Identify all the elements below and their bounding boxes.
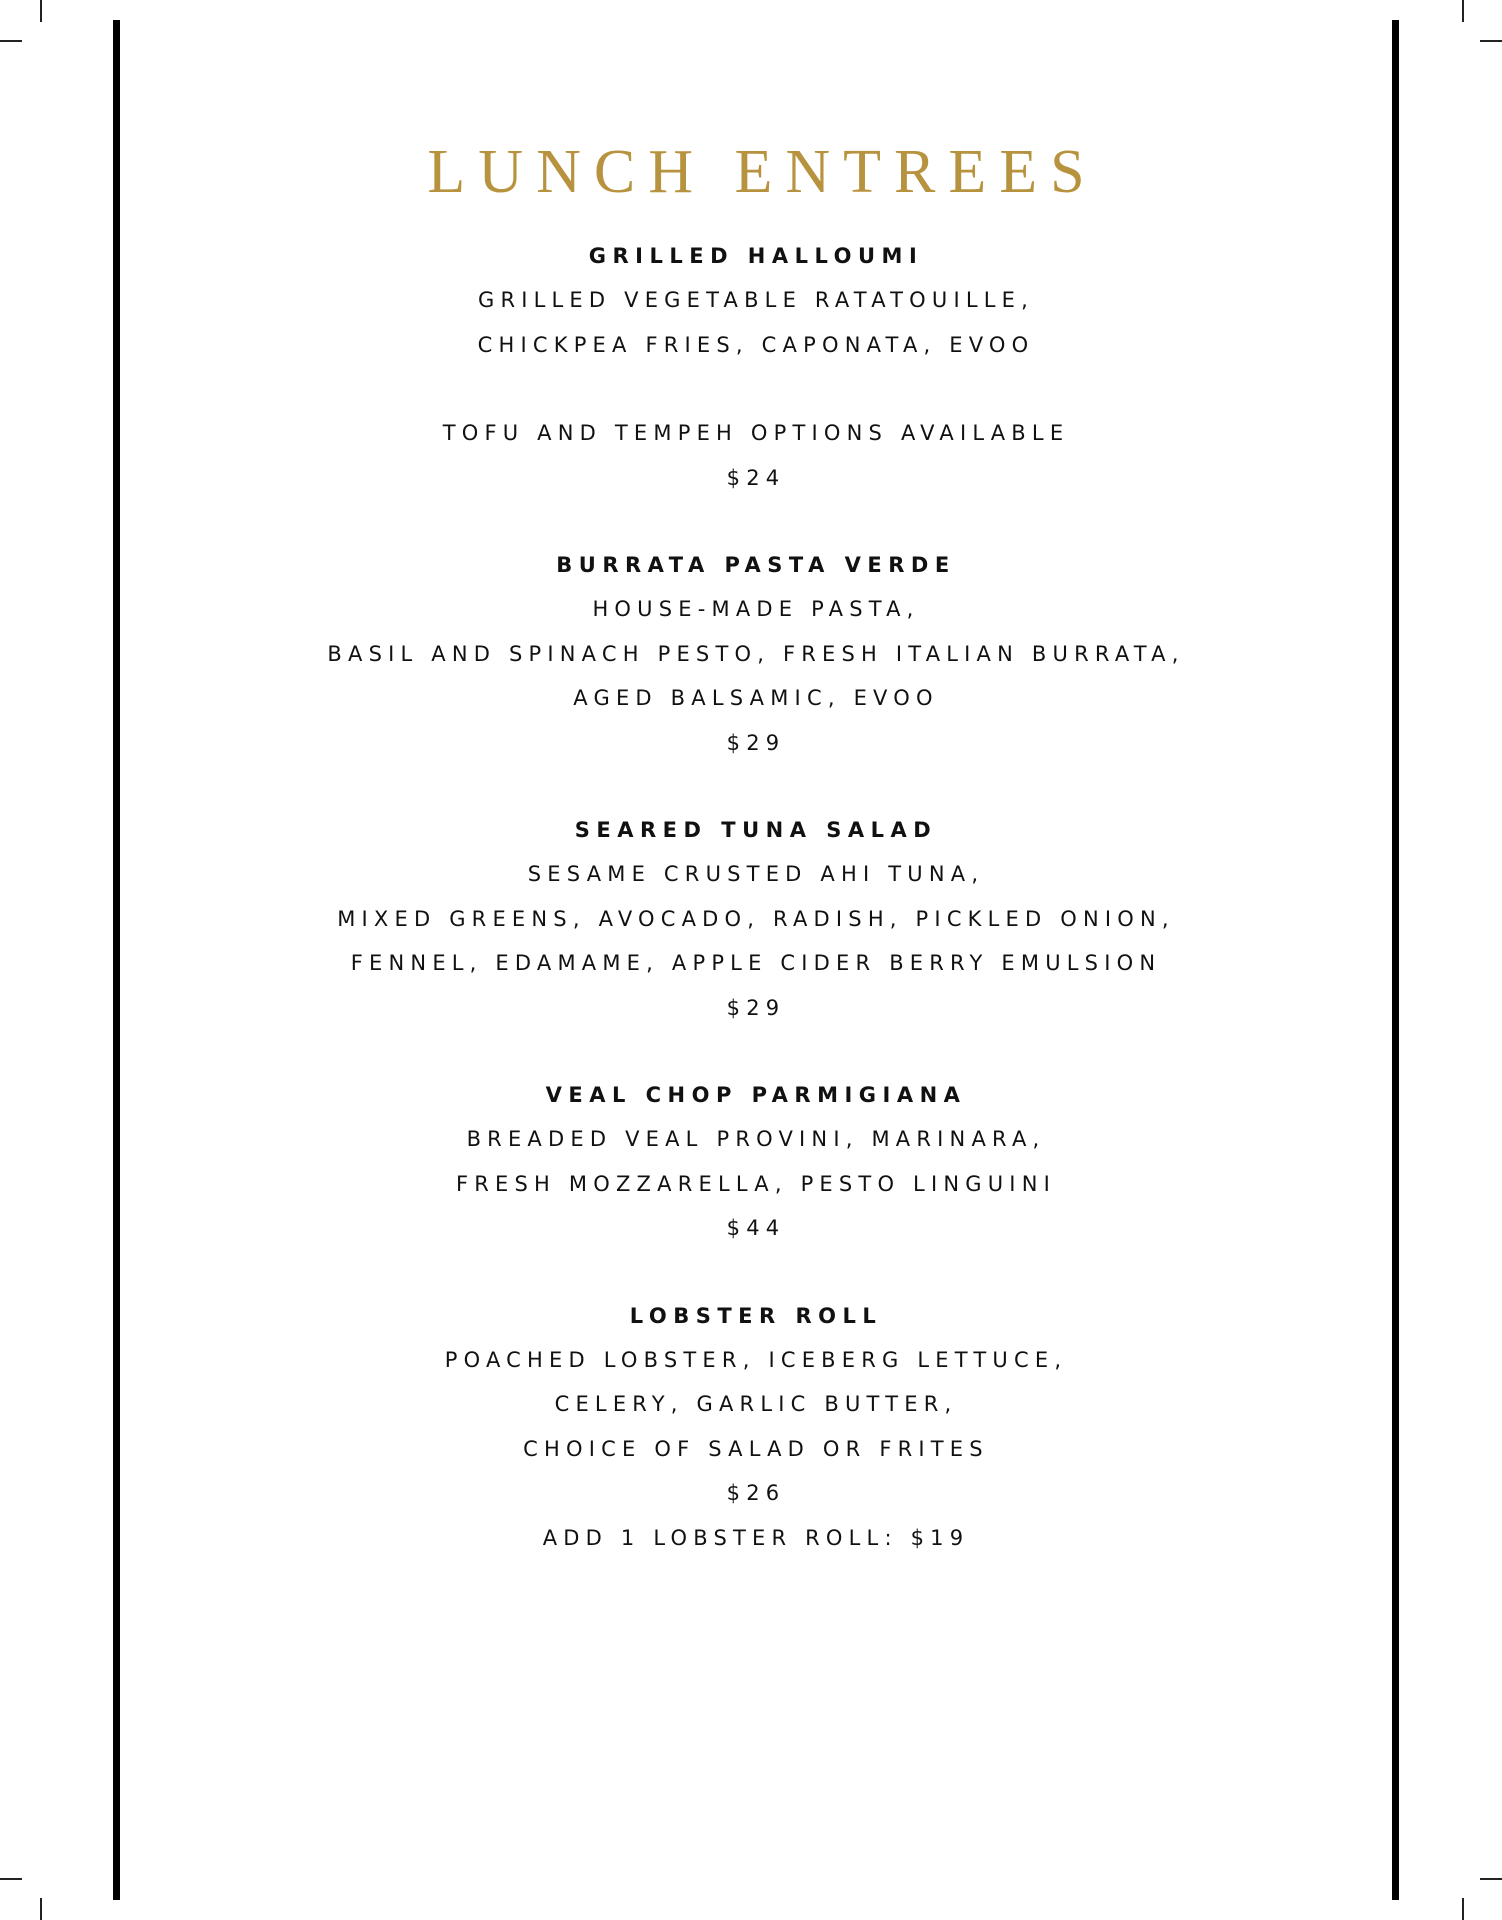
crop-mark-top-left-vertical [40,0,42,22]
crop-mark-bottom-right-horizontal [1480,1878,1502,1880]
menu-item-grilled-halloumi [120,234,1392,500]
item-name: VEAL CHOP PARMIGIANA [545,1083,967,1107]
item-name: LOBSTER ROLL [629,1303,883,1328]
spacer [120,367,1392,411]
item-description-line: AGED BALSAMIC, EVOO [573,686,939,710]
item-description-line: FENNEL, EDAMAME, APPLE CIDER BERRY EMULSION [350,951,1162,975]
item-price: $24 [726,465,786,490]
item-description-line: BREADED VEAL PROVINI, MARINARA, [466,1127,1046,1151]
item-note: TOFU AND TEMPEH OPTIONS AVAILABLE [442,421,1070,445]
item-description-line: SESAME CRUSTED AHI TUNA, [527,862,985,886]
item-description-line: BASIL AND SPINACH PESTO, FRESH ITALIAN BURRATA, [327,641,1185,666]
lunch-menu [120,130,1392,1603]
item-price: $29 [726,995,786,1020]
menu-item-lobster-roll [120,1294,1392,1561]
item-description-line: MIXED GREENS, AVOCADO, RADISH, PICKLED ONION, [337,906,1175,931]
right-border-rule [1392,20,1399,1900]
item-description-line: POACHED LOBSTER, ICEBERG LETTUCE, [444,1347,1068,1372]
item-description-line: HOUSE-MADE PASTA, [592,597,920,621]
crop-mark-top-right-vertical [1462,0,1464,22]
menu-item-veal-chop-parmigiana [120,1073,1392,1251]
item-description-line: FRESH MOZZARELLA, PESTO LINGUINI [455,1171,1056,1196]
item-description-line: GRILLED VEGETABLE RATATOUILLE, [477,288,1035,312]
item-name: GRILLED HALLOUMI [588,244,924,268]
menu-item-burrata-pasta-verde [120,543,1392,765]
item-description-line: CHOICE OF SALAD OR FRITES [523,1436,989,1461]
crop-mark-bottom-left-vertical [40,1898,42,1920]
item-description-line: CELERY, GARLIC BUTTER, [554,1392,958,1416]
item-name: SEARED TUNA SALAD [574,818,938,842]
crop-mark-bottom-right-vertical [1462,1898,1464,1920]
crop-mark-top-left-horizontal [0,40,22,42]
menu-item-seared-tuna-salad [120,808,1392,1030]
item-price: $44 [726,1216,786,1240]
crop-mark-bottom-left-horizontal [0,1878,22,1880]
item-description-line: CHICKPEA FRIES, CAPONATA, EVOO [477,332,1035,357]
crop-mark-top-right-horizontal [1480,40,1502,42]
item-price: $26 [726,1481,786,1505]
left-border-rule [113,20,120,1900]
menu-title: LUNCH ENTREES [427,138,1098,206]
item-addon: ADD 1 LOBSTER ROLL: $19 [542,1525,970,1550]
item-name: BURRATA PASTA VERDE [556,553,956,577]
item-price: $29 [726,730,786,755]
